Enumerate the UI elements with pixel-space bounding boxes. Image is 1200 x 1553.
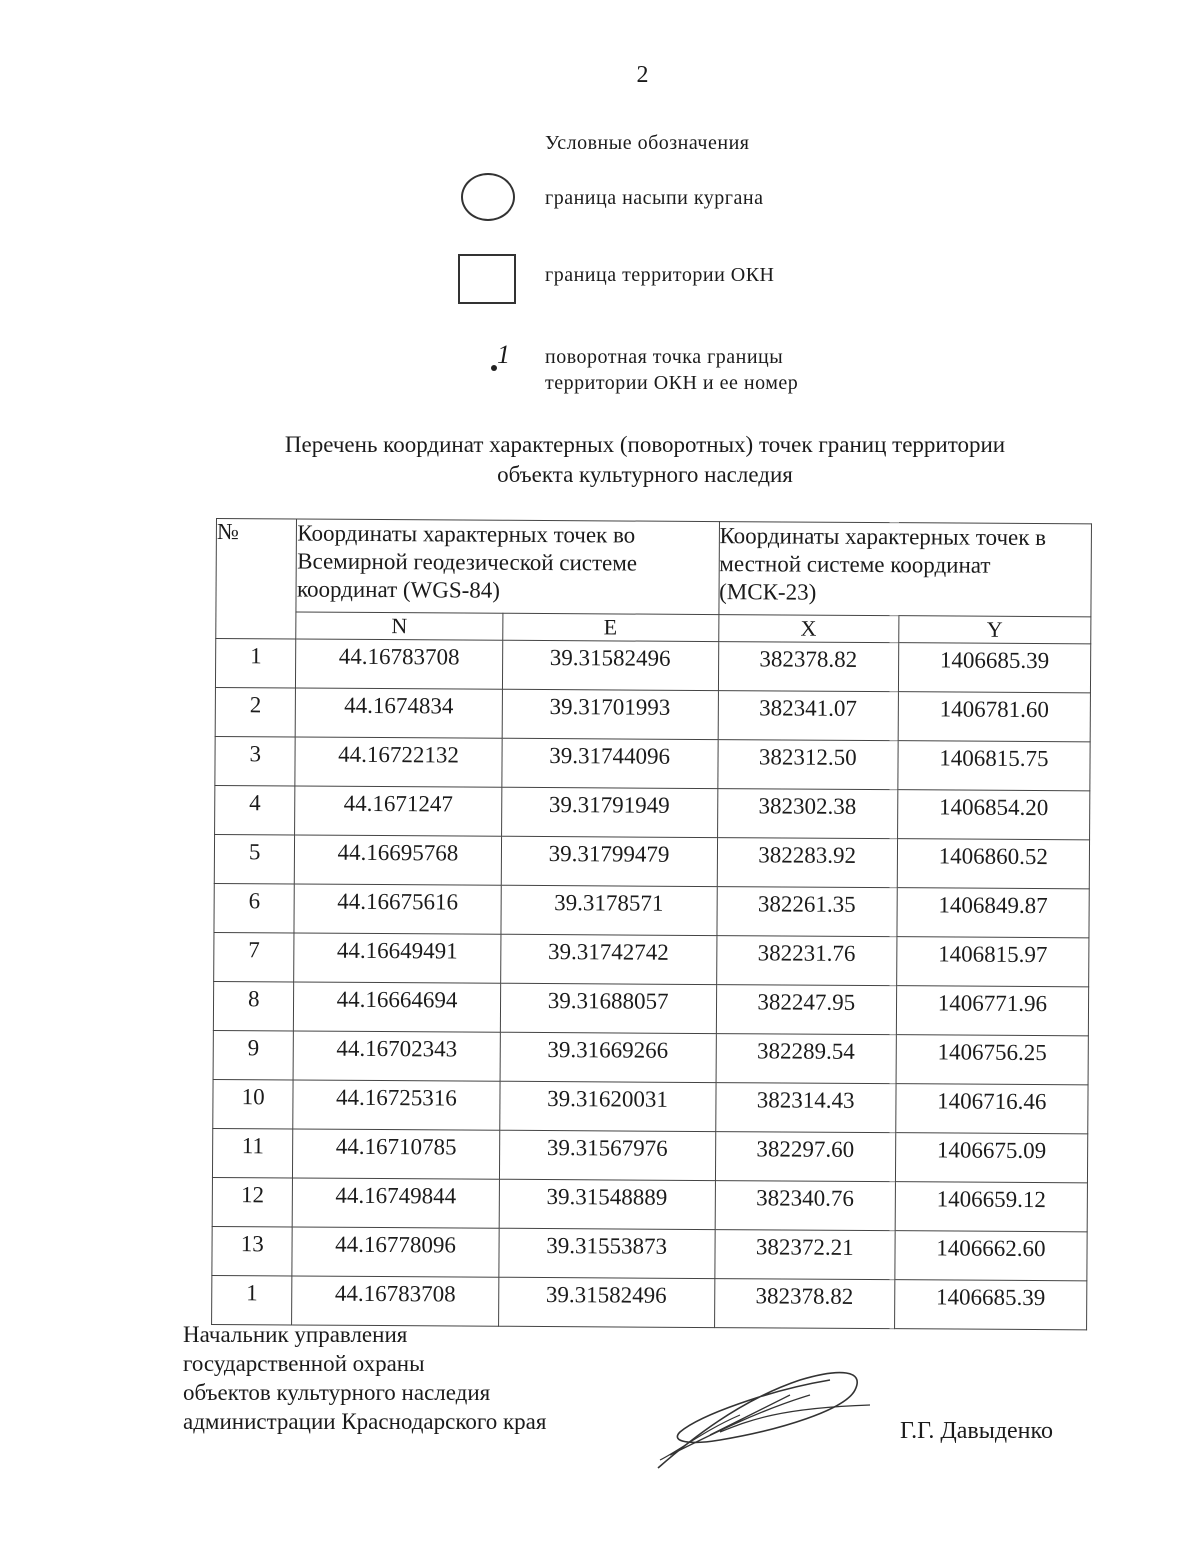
cell-y: 1406756.25: [896, 1035, 1089, 1085]
header-n: N: [296, 612, 502, 640]
cell-e: 39.31744096: [501, 738, 717, 788]
cell-number: 13: [212, 1226, 293, 1275]
cell-n: 44.16710785: [293, 1129, 499, 1179]
cell-number: 9: [213, 1030, 294, 1079]
cell-x: 382378.82: [718, 642, 898, 692]
signatory-title: [183, 1320, 546, 1436]
cell-y: 1406849.87: [897, 888, 1090, 938]
table-row: [213, 1079, 1088, 1133]
cell-x: 382312.50: [717, 740, 897, 790]
cell-y: 1406815.97: [896, 937, 1089, 987]
legend-label-turning-point: [545, 344, 798, 396]
cell-number: 8: [213, 981, 294, 1030]
cell-x: 382341.07: [718, 691, 898, 741]
table-body: [212, 639, 1091, 1330]
cell-e: 39.31701993: [502, 689, 718, 739]
cell-n: 44.16783708: [296, 639, 502, 689]
cell-number: 6: [214, 883, 295, 932]
cell-y: 1406685.39: [894, 1280, 1087, 1330]
cell-x: 382231.76: [716, 936, 896, 986]
cell-n: 44.16695768: [295, 835, 501, 885]
header-msk23: Координаты характерных точек в местной системе координат (МСК-23): [719, 522, 1092, 617]
cell-number: 3: [215, 736, 296, 785]
caption-line: Перечень координат характерных (поворотных) точек границ территории: [284, 432, 1006, 457]
cell-number: 11: [212, 1128, 293, 1177]
cell-e: 39.31553873: [498, 1228, 714, 1278]
signatory-title-line: государственной охраны: [183, 1351, 425, 1376]
cell-n: 44.16664694: [294, 982, 500, 1032]
signatory-title-line: администрации Краснодарского края: [183, 1409, 547, 1434]
cell-n: 44.16722132: [295, 737, 501, 787]
table-row: [212, 1226, 1087, 1280]
header-wgs84: Координаты характерных точек во Всемирной геодезической системе координат (WGS-84): [296, 519, 719, 615]
cell-x: 382372.21: [714, 1230, 894, 1280]
cell-e: 39.31791949: [501, 787, 717, 837]
cell-n: 44.16778096: [292, 1227, 498, 1277]
cell-e: 39.31799479: [501, 836, 717, 886]
cell-number: 5: [214, 834, 295, 883]
table-row: [212, 1177, 1087, 1231]
table-row: [214, 834, 1089, 888]
circle-icon: [461, 173, 515, 221]
cell-number: 10: [213, 1079, 294, 1128]
header-e: E: [502, 613, 718, 641]
cell-x: 382378.82: [714, 1279, 894, 1329]
cell-e: 39.31582496: [502, 640, 718, 690]
header-x: X: [718, 615, 898, 643]
signer-name: Г.Г. Давыденко: [900, 1418, 1053, 1444]
table-row: [214, 932, 1089, 986]
cell-number: 1: [215, 639, 296, 688]
cell-x: 382297.60: [715, 1132, 895, 1182]
cell-y: 1406675.09: [895, 1133, 1088, 1183]
cell-y: 1406771.96: [896, 986, 1089, 1036]
cell-n: 44.16725316: [293, 1080, 499, 1130]
cell-y: 1406815.75: [898, 741, 1091, 791]
cell-n: 44.16649491: [294, 933, 500, 983]
legend-label-line: территории ОКН и ее номер: [545, 372, 799, 394]
signature-icon: [650, 1360, 880, 1475]
cell-e: 39.31742742: [500, 934, 716, 984]
table-row: [212, 1128, 1087, 1182]
cell-y: 1406860.52: [897, 839, 1090, 889]
cell-x: 382340.76: [715, 1181, 895, 1231]
cell-n: 44.16749844: [293, 1178, 499, 1228]
cell-e: 39.31548889: [499, 1179, 715, 1229]
turning-point-icon: [483, 340, 510, 370]
cell-x: 382289.54: [716, 1034, 896, 1084]
coordinates-table: [211, 518, 1092, 1330]
table-row: [215, 736, 1090, 790]
cell-n: 44.16675616: [294, 884, 500, 934]
cell-y: 1406659.12: [895, 1182, 1088, 1232]
square-icon: [458, 254, 516, 304]
legend-label-line: поворотная точка границы: [545, 346, 784, 368]
table-caption: [210, 430, 1080, 490]
cell-e: 39.31582496: [498, 1277, 714, 1327]
page-number: 2: [636, 62, 649, 88]
cell-n: 44.16783708: [292, 1276, 498, 1326]
cell-e: 39.31688057: [500, 983, 716, 1033]
cell-number: 1: [212, 1275, 293, 1324]
cell-n: 44.1674834: [296, 688, 502, 738]
turning-point-dot: [491, 365, 497, 371]
cell-x: 382283.92: [717, 838, 897, 888]
table-row: [214, 883, 1089, 937]
cell-y: 1406662.60: [895, 1231, 1088, 1281]
cell-x: 382247.95: [716, 985, 896, 1035]
cell-number: 7: [214, 932, 295, 981]
cell-x: 382261.35: [717, 887, 897, 937]
table-row: [215, 785, 1090, 839]
header-number: №: [216, 519, 297, 639]
signatory-title-line: Начальник управления: [183, 1322, 408, 1347]
cell-x: 382302.38: [717, 789, 897, 839]
cell-e: 39.3178571: [501, 885, 717, 935]
table-row: [213, 1030, 1088, 1084]
cell-y: 1406781.60: [898, 692, 1091, 742]
cell-number: 2: [215, 687, 296, 736]
table-row: [213, 981, 1088, 1035]
legend-title: Условные обозначения: [545, 132, 750, 154]
header-y: Y: [899, 616, 1091, 644]
cell-y: 1406685.39: [898, 643, 1091, 693]
signatory-title-line: объектов культурного наследия: [183, 1380, 491, 1405]
cell-n: 44.16702343: [293, 1031, 499, 1081]
turning-point-number: 1: [497, 340, 510, 369]
cell-e: 39.31669266: [500, 1032, 716, 1082]
cell-y: 1406854.20: [897, 790, 1090, 840]
legend-label-mound: граница насыпи кургана: [545, 187, 764, 209]
cell-n: 44.1671247: [295, 786, 501, 836]
table-row: [215, 639, 1090, 693]
caption-line: объекта культурного наследия: [497, 462, 793, 487]
cell-e: 39.31620031: [499, 1081, 715, 1131]
cell-e: 39.31567976: [499, 1130, 715, 1180]
legend-label-territory: граница территории ОКН: [545, 264, 775, 286]
cell-x: 382314.43: [715, 1083, 895, 1133]
cell-number: 4: [215, 785, 296, 834]
cell-y: 1406716.46: [896, 1084, 1089, 1134]
cell-number: 12: [212, 1177, 293, 1226]
table-row: [215, 687, 1090, 741]
